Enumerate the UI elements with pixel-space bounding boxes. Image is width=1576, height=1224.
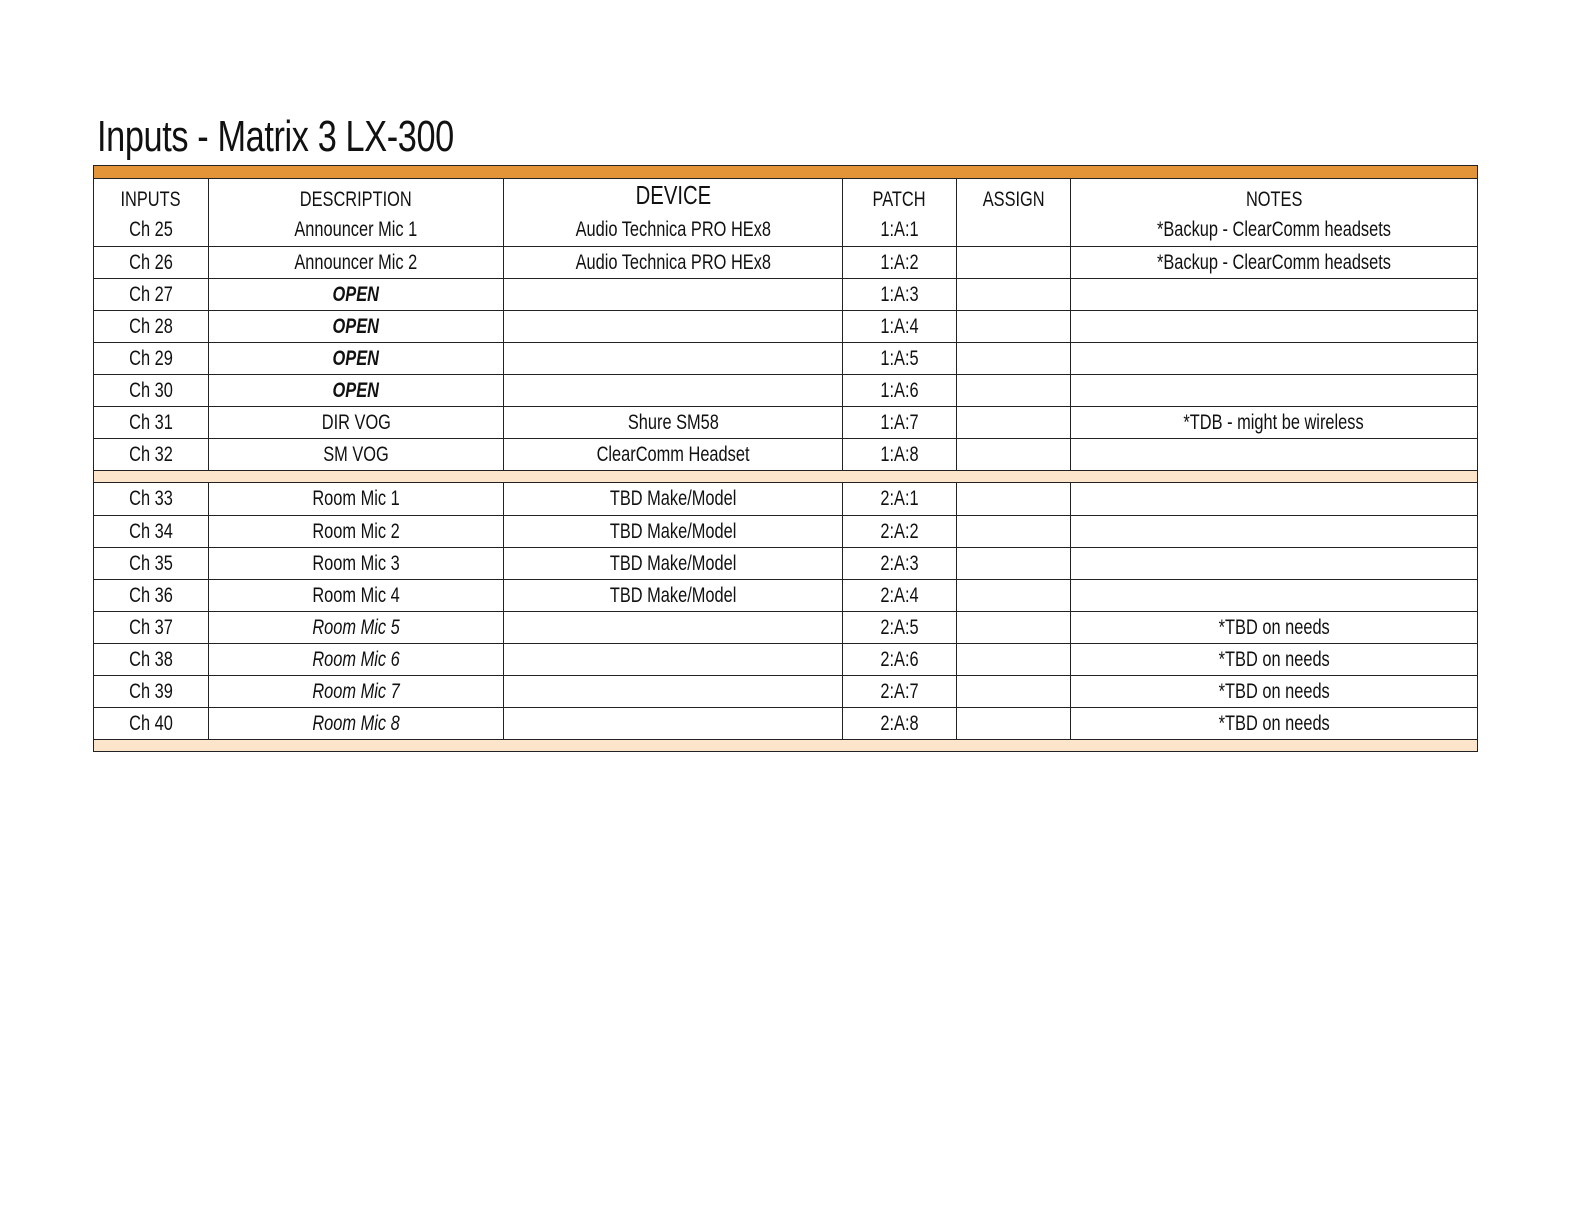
cell-assign <box>956 311 1070 342</box>
cell-input: Ch 34 <box>129 519 173 543</box>
cell-notes: *TBD on needs <box>1070 708 1477 739</box>
cell-input: Ch 36 <box>129 583 173 607</box>
cell-patch: 1:A:8 <box>842 439 956 470</box>
header-assign: ASSIGN <box>956 179 1070 214</box>
cell-assign <box>956 708 1070 739</box>
cell-notes <box>1070 548 1477 579</box>
group-2-rows <box>94 483 1477 739</box>
cell-notes <box>1070 279 1477 310</box>
cell-description: OPEN <box>208 311 503 342</box>
table-row <box>94 611 1477 643</box>
cell-notes <box>1070 439 1477 470</box>
cell-patch: 2:A:8 <box>842 708 956 739</box>
table-row <box>94 707 1477 739</box>
cell-input: Ch 38 <box>129 647 173 671</box>
cell-notes <box>1070 311 1477 342</box>
cell-notes <box>1070 343 1477 374</box>
cell-assign <box>956 439 1070 470</box>
cell-patch: 1:A:7 <box>842 407 956 438</box>
cell-input: Ch 35 <box>129 551 173 575</box>
cell-device <box>503 644 842 675</box>
cell-description: OPEN <box>208 375 503 406</box>
table-row <box>94 246 1477 278</box>
cell-notes <box>1070 516 1477 547</box>
cell-patch: 2:A:4 <box>842 580 956 611</box>
cell-notes: *TBD on needs <box>1070 676 1477 707</box>
header-inputs: INPUTS <box>120 187 182 211</box>
cell-input: Ch 30 <box>129 378 173 402</box>
cell-device: TBD Make/Model <box>503 516 842 547</box>
cell-patch: 1:A:3 <box>842 279 956 310</box>
table-row <box>94 643 1477 675</box>
cell-notes <box>1070 375 1477 406</box>
cell-description: DIR VOG <box>208 407 503 438</box>
cell-assign <box>956 580 1070 611</box>
cell-description: Room Mic 6 <box>208 644 503 675</box>
cell-device: Audio Technica PRO HEx8 <box>503 214 842 246</box>
cell-patch: 1:A:6 <box>842 375 956 406</box>
cell-description: SM VOG <box>208 439 503 470</box>
table-row <box>94 278 1477 310</box>
cell-notes: *TBD on needs <box>1070 612 1477 643</box>
cell-description: Announcer Mic 2 <box>208 247 503 278</box>
cell-notes: *Backup - ClearComm headsets <box>1070 247 1477 278</box>
cell-description: Room Mic 5 <box>208 612 503 643</box>
cell-device: TBD Make/Model <box>503 483 842 515</box>
cell-device <box>503 311 842 342</box>
cell-patch: 1:A:2 <box>842 247 956 278</box>
cell-assign <box>956 375 1070 406</box>
cell-patch: 2:A:3 <box>842 548 956 579</box>
header-device: DEVICE <box>503 179 842 214</box>
cell-device <box>503 375 842 406</box>
cell-device: Shure SM58 <box>503 407 842 438</box>
cell-device: TBD Make/Model <box>503 548 842 579</box>
table-row <box>94 310 1477 342</box>
cell-assign <box>956 247 1070 278</box>
cell-input: Ch 40 <box>129 711 173 735</box>
cell-assign <box>956 548 1070 579</box>
cell-device: Audio Technica PRO HEx8 <box>503 247 842 278</box>
table-header-row <box>94 179 1477 214</box>
cell-patch: 2:A:5 <box>842 612 956 643</box>
cell-device <box>503 612 842 643</box>
inputs-table <box>93 165 1478 752</box>
cell-patch: 2:A:2 <box>842 516 956 547</box>
cell-device <box>503 708 842 739</box>
cell-patch: 1:A:4 <box>842 311 956 342</box>
cell-assign <box>956 407 1070 438</box>
cell-description: Room Mic 3 <box>208 548 503 579</box>
table-row <box>94 406 1477 438</box>
cell-assign <box>956 612 1070 643</box>
cell-assign <box>956 343 1070 374</box>
cell-assign <box>956 279 1070 310</box>
header-band <box>94 166 1477 179</box>
cell-device: TBD Make/Model <box>503 580 842 611</box>
table-row <box>94 374 1477 406</box>
cell-device <box>503 343 842 374</box>
cell-description: OPEN <box>208 279 503 310</box>
table-row <box>94 675 1477 707</box>
table-row <box>94 342 1477 374</box>
cell-patch: 2:A:7 <box>842 676 956 707</box>
cell-assign <box>956 483 1070 515</box>
table-row <box>94 483 1477 515</box>
header-patch: PATCH <box>842 179 956 214</box>
cell-notes <box>1070 580 1477 611</box>
cell-device <box>503 676 842 707</box>
cell-patch: 1:A:1 <box>842 214 956 246</box>
table-row <box>94 515 1477 547</box>
cell-input: Ch 28 <box>129 314 173 338</box>
footer-band <box>94 739 1477 751</box>
cell-notes: *Backup - ClearComm headsets <box>1070 214 1477 246</box>
group-separator-band <box>94 470 1477 483</box>
cell-assign <box>956 676 1070 707</box>
cell-input: Ch 25 <box>129 218 173 241</box>
cell-input: Ch 27 <box>129 282 173 306</box>
cell-patch: 2:A:1 <box>842 483 956 515</box>
cell-input: Ch 31 <box>129 410 173 434</box>
cell-notes <box>1070 483 1477 515</box>
cell-device: ClearComm Headset <box>503 439 842 470</box>
table-row <box>94 214 1477 246</box>
group-1-rows <box>94 214 1477 470</box>
cell-assign <box>956 516 1070 547</box>
cell-description: Room Mic 1 <box>208 483 503 515</box>
cell-patch: 2:A:6 <box>842 644 956 675</box>
cell-input: Ch 39 <box>129 679 173 703</box>
cell-assign <box>956 214 1070 246</box>
table-row <box>94 579 1477 611</box>
cell-input: Ch 29 <box>129 346 173 370</box>
cell-description: Room Mic 8 <box>208 708 503 739</box>
cell-description: Announcer Mic 1 <box>208 214 503 246</box>
cell-notes: *TDB - might be wireless <box>1070 407 1477 438</box>
cell-description: Room Mic 4 <box>208 580 503 611</box>
cell-description: OPEN <box>208 343 503 374</box>
cell-input: Ch 37 <box>129 615 173 639</box>
cell-input: Ch 33 <box>129 487 173 510</box>
cell-input: Ch 26 <box>129 250 173 274</box>
header-notes: NOTES <box>1070 179 1477 214</box>
table-row <box>94 547 1477 579</box>
header-description: DESCRIPTION <box>208 179 503 214</box>
cell-notes: *TBD on needs <box>1070 644 1477 675</box>
cell-description: Room Mic 2 <box>208 516 503 547</box>
table-row <box>94 438 1477 470</box>
page-title: Inputs - Matrix 3 LX-300 <box>97 112 454 161</box>
cell-device <box>503 279 842 310</box>
cell-patch: 1:A:5 <box>842 343 956 374</box>
cell-assign <box>956 644 1070 675</box>
cell-input: Ch 32 <box>129 442 173 466</box>
cell-description: Room Mic 7 <box>208 676 503 707</box>
